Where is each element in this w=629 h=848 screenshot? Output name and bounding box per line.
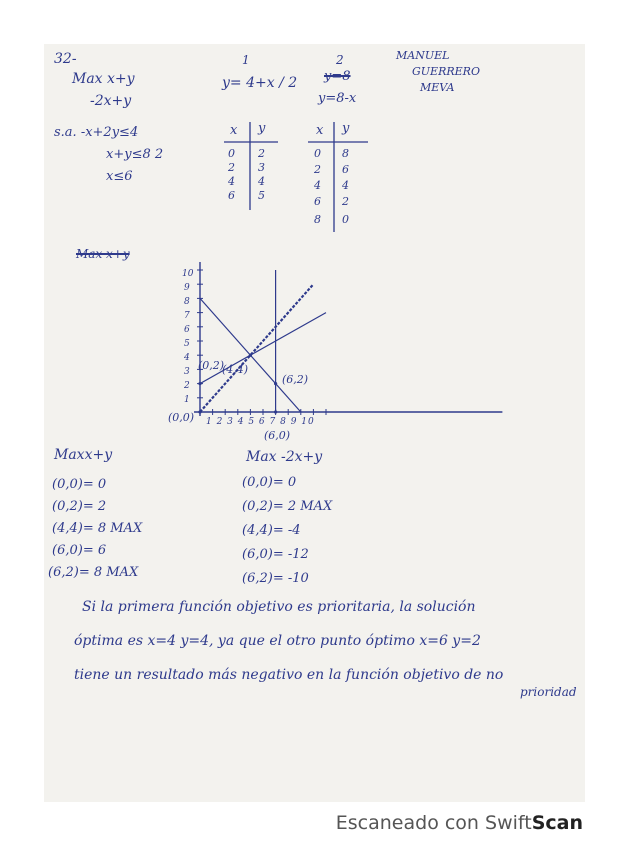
- y-tick: 7: [184, 311, 190, 321]
- table-1-cell: 2: [258, 147, 265, 160]
- conclusion-line: óptima es x=4 y=4, ya que el otro punto óptimo x=6 y=2: [74, 633, 481, 649]
- objective-2: -2x+y: [90, 93, 132, 109]
- constraint-2: x+y≤8 2: [106, 147, 164, 162]
- evaluation-1-row: (4,4)= 8 MAX: [52, 521, 143, 536]
- y-tick: 6: [184, 325, 190, 335]
- table-1-cell: 2: [228, 161, 235, 174]
- y-tick: 10: [182, 269, 194, 279]
- evaluation-1-row: (0,0)= 0: [52, 477, 107, 492]
- table-1-cell: 0: [228, 147, 235, 160]
- scanned-page: [44, 44, 585, 802]
- y-tick: 9: [184, 283, 190, 293]
- table-2-cell: 2: [342, 195, 349, 208]
- evaluation-2-row: (6,2)= -10: [242, 571, 309, 586]
- table-2-struck-equation: y=8: [324, 69, 351, 84]
- table-2-cell: 6: [342, 163, 349, 176]
- graph-axes: [194, 262, 502, 416]
- table-1-label: 1: [242, 53, 250, 67]
- table-2-col-y: y: [342, 121, 350, 136]
- label-point-6-2: (6,2): [282, 373, 309, 386]
- feasible-region-graph: [44, 44, 585, 464]
- evaluation-2-row: (6,0)= -12: [242, 547, 309, 562]
- y-tick: 3: [184, 367, 190, 377]
- annotated-point: [198, 382, 201, 385]
- annotated-point: [198, 410, 201, 413]
- table-2-cell: 8: [314, 213, 321, 226]
- author-last-name-2: MEVA: [420, 81, 455, 94]
- table-2-label: 2: [336, 53, 344, 67]
- evaluation-1-row: (6,0)= 6: [52, 543, 107, 558]
- author-last-name-1: GUERRERO: [412, 65, 480, 78]
- evaluation-1-row: (6,2)= 8 MAX: [48, 565, 139, 580]
- table-1-equation: y= 4+x / 2: [222, 75, 298, 91]
- watermark-brand: Scan: [531, 812, 583, 834]
- conclusion-line: tiene un resultado más negativo en la función objetivo de no: [74, 667, 504, 683]
- table-2-col-x: x: [316, 123, 324, 138]
- author-first-name: MANUEL: [396, 49, 450, 62]
- watermark-prefix: Escaneado con Swift: [335, 812, 532, 834]
- evaluation-2-row: (0,2)= 2 MAX: [242, 499, 333, 514]
- y-tick: 2: [184, 381, 190, 391]
- evaluation-2-row: (4,4)= -4: [242, 523, 301, 538]
- objective-1: Max x+y: [72, 71, 135, 87]
- table-1-cell: 5: [258, 189, 265, 202]
- table-2-cell: 4: [342, 179, 349, 192]
- struck-note: Max x+y: [76, 247, 130, 261]
- annotated-point: [274, 382, 277, 385]
- annotated-point: [249, 354, 252, 357]
- problem-number: 32-: [54, 51, 77, 67]
- table-2-cell: 4: [314, 179, 321, 192]
- constraint-3: x≤6: [106, 169, 133, 184]
- evaluation-2-row: (0,0)= 0: [242, 475, 297, 490]
- series-line: [200, 284, 313, 412]
- table-1-cell: 3: [258, 161, 265, 174]
- table-2-cell: 0: [342, 213, 349, 226]
- table-2-cell: 8: [342, 147, 349, 160]
- table-1-cell: 6: [228, 189, 235, 202]
- table-1-col-y: y: [258, 121, 266, 136]
- x-axis-ticks: 1 2 3 4 5 6 7 8 9 10: [206, 417, 315, 427]
- y-tick: 4: [184, 353, 190, 363]
- constraint-1: s.a. -x+2y≤4: [54, 125, 139, 140]
- evaluation-1-title: Maxx+y: [54, 447, 113, 463]
- table-2-cell: 0: [314, 147, 321, 160]
- y-tick: 8: [184, 297, 190, 307]
- table-2-cell: 2: [314, 163, 321, 176]
- evaluation-1-row: (0,2)= 2: [52, 499, 107, 514]
- label-origin: (0,0): [168, 411, 195, 424]
- y-tick: 5: [184, 339, 190, 349]
- conclusion-line: Si la primera función objetivo es prioritaria, la solución: [82, 599, 476, 615]
- evaluation-2-title: Max -2x+y: [246, 449, 323, 465]
- graph-lines: [198, 270, 326, 414]
- scanner-watermark: [336, 812, 583, 834]
- label-point-4-4: (4,4): [222, 363, 249, 376]
- table-2-cell: 6: [314, 195, 321, 208]
- annotated-point: [274, 410, 277, 413]
- table-1-cell: 4: [228, 175, 235, 188]
- table-1-col-x: x: [230, 123, 238, 138]
- conclusion-line: prioridad: [520, 685, 577, 699]
- table-2-equation: y=8-x: [318, 91, 357, 106]
- table-1-cell: 4: [258, 175, 265, 188]
- y-tick: 1: [184, 395, 190, 405]
- label-point-0-2: (0,2): [198, 359, 225, 372]
- label-point-6-0: (6,0): [264, 429, 291, 442]
